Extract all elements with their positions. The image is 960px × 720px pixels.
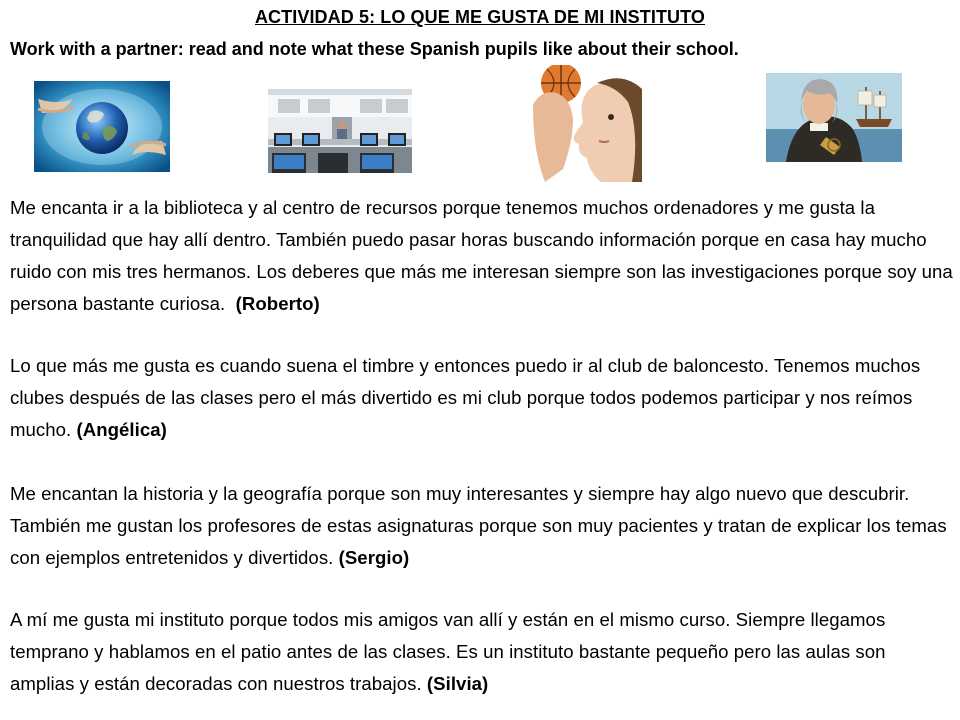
basketball-player-icon [525, 65, 642, 182]
instructions: Work with a partner: read and note what these Spanish pupils like about their school. [10, 39, 739, 59]
paragraph-author: (Roberto) [235, 293, 320, 314]
paragraph-author: (Angélica) [76, 419, 167, 440]
columbus-portrait-icon [766, 73, 902, 162]
paragraph-author: (Silvia) [426, 673, 489, 694]
paragraph-author: (Sergio) [338, 547, 410, 568]
paragraph-text: Me encantan la historia y la geografía porque son muy interesantes y siempre hay algo nuevo que descubrir. También me gustan los profesores de estas asignaturas porque son muy pacientes y tratan de explicar los temas con ejemplos entretenidos y divertidos. [10, 483, 947, 568]
paragraph-text: Lo que más me gusta es cuando suena el timbre y entonces puedo ir al club de baloncesto. Tenemos muchos clubes después de las clases pero el más divertido es mi club porque todos podemos participar y nos reímos mucho. [10, 355, 921, 440]
paragraph-angelica [10, 350, 955, 446]
paragraph-text: A mí me gusta mi instituto porque todos mis amigos van allí y están en el mismo curso. Siempre llegamos temprano y hablamos en el patio antes de las clases. Es un instituto bastante pequeño pero las aulas son amplias y están decoradas con nuestros trabajos. [10, 609, 886, 694]
paragraph-sergio [10, 478, 955, 574]
computer-lab-icon [268, 89, 412, 173]
paragraph-text: Me encanta ir a la biblioteca y al centro de recursos porque tenemos muchos ordenadores y me gusta la tranquilidad que hay allí dentro. También puedo pasar horas buscando información porque en casa hay mucho ruido con mis tres hermanos. Los deberes que más me interesan siempre son las investigaciones porque soy una persona bastante curiosa. [10, 197, 953, 314]
paragraph-roberto [10, 192, 955, 320]
paragraph-silvia [10, 604, 955, 700]
globe-in-hands-icon [34, 81, 170, 172]
page-title: ACTIVIDAD 5: LO QUE ME GUSTA DE MI INSTITUTO [254, 7, 706, 27]
